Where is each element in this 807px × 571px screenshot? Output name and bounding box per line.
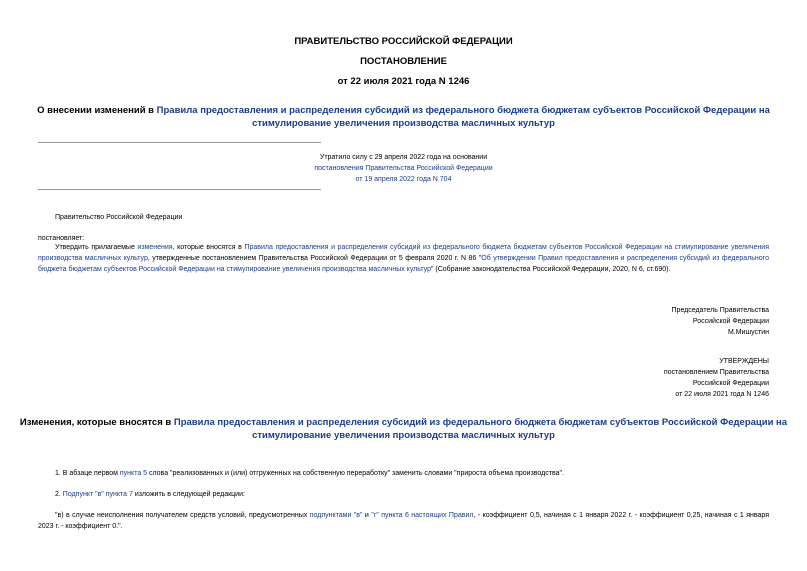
link-subpoints-v[interactable]: подпунктами "в" [309,512,363,519]
signature-name: М.Мишустин [727,329,769,336]
approval-heading: УТВЕРЖДЕНЫ [719,358,769,365]
government-name: ПРАВИТЕЛЬСТВО РОССИЙСКОЙ ФЕДЕРАЦИИ [294,36,513,47]
link-decree-86[interactable]: Об утверждении Правил предоставления и распределения субсидий из федерального бюджета бюджетам субъектов Российской Федерации на стимулирование увеличения производства масличных культур [38,255,769,273]
approval-block [664,356,769,400]
changes-title-prefix: Изменения, которые вносятся в [19,417,174,428]
repeal-line-1: Утратило силу с 29 апреля 2022 года на основании [319,154,488,161]
approval-org: Российской Федерации [692,380,769,387]
link-rules[interactable]: Правила предоставления и распределения субсидий из федерального бюджета бюджетам субъектов Российской Федерации на стимулирование увеличения производства масличных культур [38,244,769,262]
change-item-1: 1. В абзаце первом пункта 5 слова "реализованных и (или) отгруженных на собственную переработку" заменить словами "прироста объема производства". [55,470,564,477]
repeal-link-date[interactable]: от 19 апреля 2022 года N 704 [355,176,452,183]
government-subject: Правительство Российской Федерации [55,214,183,221]
approval-by: постановлением Правительства [663,369,769,376]
link-subpoint-v-point-7[interactable]: Подпункт "в" пункта 7 [62,491,133,498]
change-item-2: 2. Подпункт "в" пункта 7 изложить в следующей редакции: [55,491,245,498]
signature-org: Российской Федерации [692,318,769,325]
link-point-6[interactable]: "г" пункта 6 настоящих Правил [371,512,474,519]
repeal-link-decree[interactable]: постановления Правительства Российской Федерации [314,165,493,172]
title-link-rules[interactable]: Правила предоставления и распределения субсидий из федерального бюджета бюджетам субъектов Российской Федерации на [156,105,770,116]
link-point-5[interactable]: пункта 5 [119,470,148,477]
repeal-notice [0,152,807,185]
document-title [0,104,807,130]
link-changes[interactable]: изменения [137,244,173,251]
changes-title-link[interactable]: Правила предоставления и распределения субсидий из федерального бюджета бюджетам субъектов Российской Федерации на [173,417,788,428]
approval-date: от 22 июля 2021 года N 1246 [675,391,769,398]
paragraph-approve: Утвердить прилагаемые изменения, которые вносятся в Правила предоставления и распределения субсидий из федерального бюджета бюджетам субъектов Российской Федерации на стимулирование увеличения производства масличных культур, утвержденные постановлением Правительства Российской Федерации от 5 февраля 2020 г. N 86 "Об утверждении Правил предоставления и распределения субсидий из федерального бюджета бюджетам субъектов Российской Федерации на стимулирование увеличения производства масличных культур" (Собрание законодательства Российской Федерации, 2020, N 6, ст.690). [38,244,769,273]
divider-bottom [38,189,321,190]
title-link-rules-cont[interactable]: стимулирование увеличения производства масличных культур [252,118,555,129]
decrees-word: постановляет: [38,235,85,242]
document-type: ПОСТАНОВЛЕНИЕ [360,56,447,67]
signature-title: Председатель Правительства [671,307,769,314]
title-prefix: О внесении изменений в [37,105,157,116]
changes-title-link-cont[interactable]: стимулирование увеличения производства масличных культур [252,430,555,441]
signature-block [672,305,769,338]
changes-title [0,416,807,442]
divider-top [38,142,321,143]
document-date: от 22 июля 2021 года N 1246 [337,76,470,87]
change-item-3: "в) в случае неисполнения получателем средств условий, предусмотренных подпунктами "в" и "г" пункта 6 настоящих Правил, - коэффициент 0,5, начиная с 1 января 2022 г. - коэффициент 0,25, начиная с 1 января 2023 г. - коэффициент 0.". [38,512,769,530]
